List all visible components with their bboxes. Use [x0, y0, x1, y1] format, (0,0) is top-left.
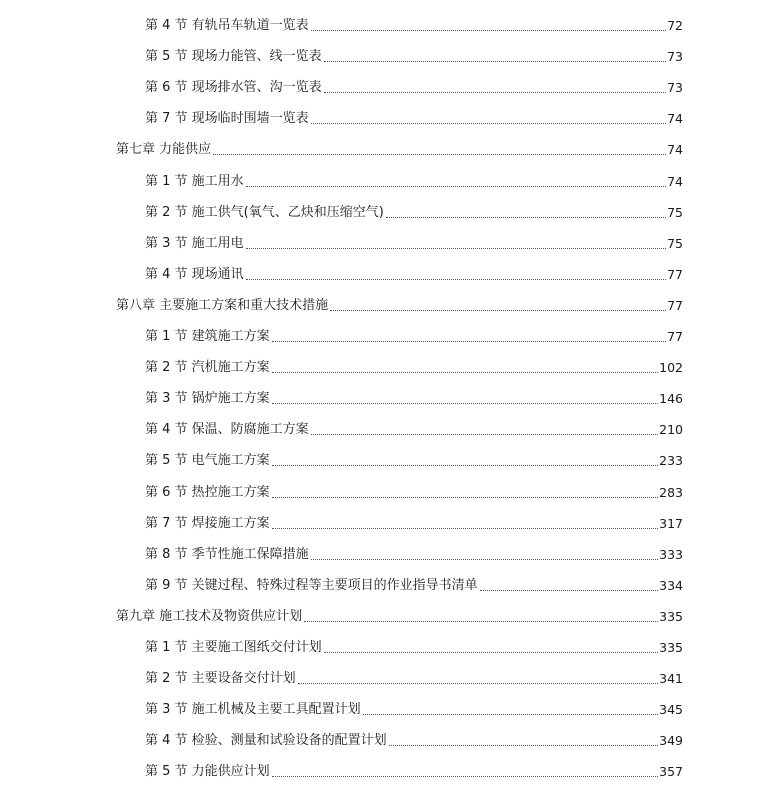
toc-entry-page: 146: [659, 391, 683, 407]
toc-entry-page: 75: [667, 235, 683, 251]
dot-leader: [246, 278, 666, 280]
toc-entry-page: 341: [659, 671, 683, 687]
toc-entry-label: 第 4 节 保温、防腐施工方案: [145, 422, 309, 438]
toc-entry-label: 第九章 施工技术及物资供应计划: [116, 608, 303, 624]
toc-entry-section: [145, 481, 683, 501]
toc-entry-section: [145, 170, 683, 190]
toc-entry-section: [145, 107, 683, 127]
toc-entry-page: 317: [659, 515, 683, 531]
toc-entry-section: [145, 698, 683, 718]
dot-leader: [311, 122, 666, 124]
toc-entry-section: [145, 667, 683, 687]
toc-entry-section: [145, 543, 683, 563]
toc-entry-page: 72: [667, 18, 683, 33]
toc-entry-section: [145, 263, 683, 283]
toc-entry-section: [145, 232, 683, 252]
toc-entry-label: 第 2 节 主要设备交付计划: [145, 671, 296, 687]
toc-entry-label: 第 3 节 施工机械及主要工具配置计划: [145, 702, 361, 718]
toc-entry-page: 335: [659, 608, 683, 624]
dot-leader: [272, 464, 658, 466]
toc-entry-label: 第 5 节 力能供应计划: [145, 764, 270, 780]
dot-leader: [389, 744, 658, 746]
toc-entry-page: 74: [667, 142, 683, 158]
toc-entry-page: 335: [659, 640, 683, 655]
toc-entry-label: 第 3 节 锅炉施工方案: [145, 391, 270, 407]
dot-leader: [304, 620, 658, 622]
toc-entry-section: [145, 449, 683, 469]
toc-entry-label: 第 9 节 关键过程、特殊过程等主要项目的作业指导书清单: [145, 577, 478, 593]
toc-entry-label: 第七章 力能供应: [116, 142, 212, 158]
toc-entry-page: 210: [659, 422, 683, 438]
toc-entry-chapter: [116, 605, 683, 625]
toc-entry-label: 第 5 节 现场力能管、线一览表: [145, 49, 322, 65]
toc-entry-section: [145, 760, 683, 780]
toc-entry-page: 349: [659, 733, 683, 749]
dot-leader: [272, 371, 658, 373]
toc-entry-section: [145, 14, 683, 34]
dot-leader: [480, 589, 658, 591]
toc-entry-page: 75: [667, 204, 683, 220]
toc-entry-page: 334: [659, 577, 683, 593]
toc-entry-page: 77: [667, 329, 683, 344]
toc-entry-section: [145, 45, 683, 65]
dot-leader: [330, 309, 666, 311]
toc-entry-section: [145, 512, 683, 532]
toc-entry-page: 77: [667, 297, 683, 313]
toc-entry-page: 283: [659, 484, 683, 500]
toc-entry-page: 74: [667, 173, 683, 189]
toc-entry-chapter: [116, 294, 683, 314]
toc-entry-label: 第 8 节 季节性施工保障措施: [145, 546, 309, 562]
toc-entry-label: 第 7 节 现场临时围墙一览表: [145, 111, 309, 127]
toc-entry-page: 102: [659, 360, 683, 376]
toc-entry-label: 第 1 节 施工用水: [145, 173, 244, 189]
dot-leader: [298, 682, 658, 684]
toc-entry-label: 第 3 节 施工用电: [145, 235, 244, 251]
dot-leader: [363, 713, 658, 715]
toc-entry-page: 357: [659, 764, 683, 780]
dot-leader: [213, 153, 666, 155]
dot-leader: [272, 402, 658, 404]
dot-leader: [386, 216, 666, 218]
toc-entry-section: [145, 76, 683, 96]
toc-entry-label: 第 4 节 有轨吊车轨道一览表: [145, 18, 309, 33]
dot-leader: [311, 29, 666, 31]
toc-entry-label: 第 5 节 电气施工方案: [145, 453, 270, 469]
toc-entry-page: 333: [659, 546, 683, 562]
toc-entry-chapter: [116, 138, 683, 158]
toc-entry-label: 第 1 节 建筑施工方案: [145, 329, 270, 344]
toc-entry-label: 第 7 节 焊接施工方案: [145, 515, 270, 531]
toc-entry-page: 233: [659, 453, 683, 469]
toc-entry-label: 第 4 节 现场通讯: [145, 266, 244, 282]
toc-entry-section: [145, 387, 683, 407]
toc-entry-label: 第 1 节 主要施工图纸交付计划: [145, 640, 322, 655]
toc-entry-page: 73: [667, 80, 683, 96]
toc-entry-page: 74: [667, 111, 683, 127]
dot-leader: [272, 775, 658, 777]
toc-entry-label: 第 2 节 汽机施工方案: [145, 360, 270, 376]
dot-leader: [311, 433, 658, 435]
toc-entry-section: [145, 356, 683, 376]
toc-entry-section: [145, 636, 683, 656]
toc-entry-section: [145, 729, 683, 749]
toc-entry-page: 77: [667, 266, 683, 282]
toc-entry-page: 73: [667, 49, 683, 65]
toc-entry-section: [145, 574, 683, 594]
dot-leader: [324, 60, 666, 62]
dot-leader: [311, 558, 658, 560]
toc-entry-section: [145, 201, 683, 221]
toc-entry-label: 第八章 主要施工方案和重大技术措施: [116, 297, 329, 313]
dot-leader: [324, 651, 658, 653]
dot-leader: [324, 91, 666, 93]
toc-entry-section: [145, 325, 683, 345]
toc-entry-section: [145, 418, 683, 438]
dot-leader: [272, 527, 658, 529]
toc-entry-label: 第 6 节 热控施工方案: [145, 484, 270, 500]
toc-entry-page: 345: [659, 702, 683, 718]
dot-leader: [246, 247, 666, 249]
dot-leader: [272, 340, 666, 342]
dot-leader: [272, 496, 658, 498]
toc-entry-label: 第 4 节 检验、测量和试验设备的配置计划: [145, 733, 387, 749]
dot-leader: [246, 185, 666, 187]
toc-entry-label: 第 2 节 施工供气(氧气、乙炔和压缩空气): [145, 204, 384, 220]
toc-entry-label: 第 6 节 现场排水管、沟一览表: [145, 80, 322, 96]
